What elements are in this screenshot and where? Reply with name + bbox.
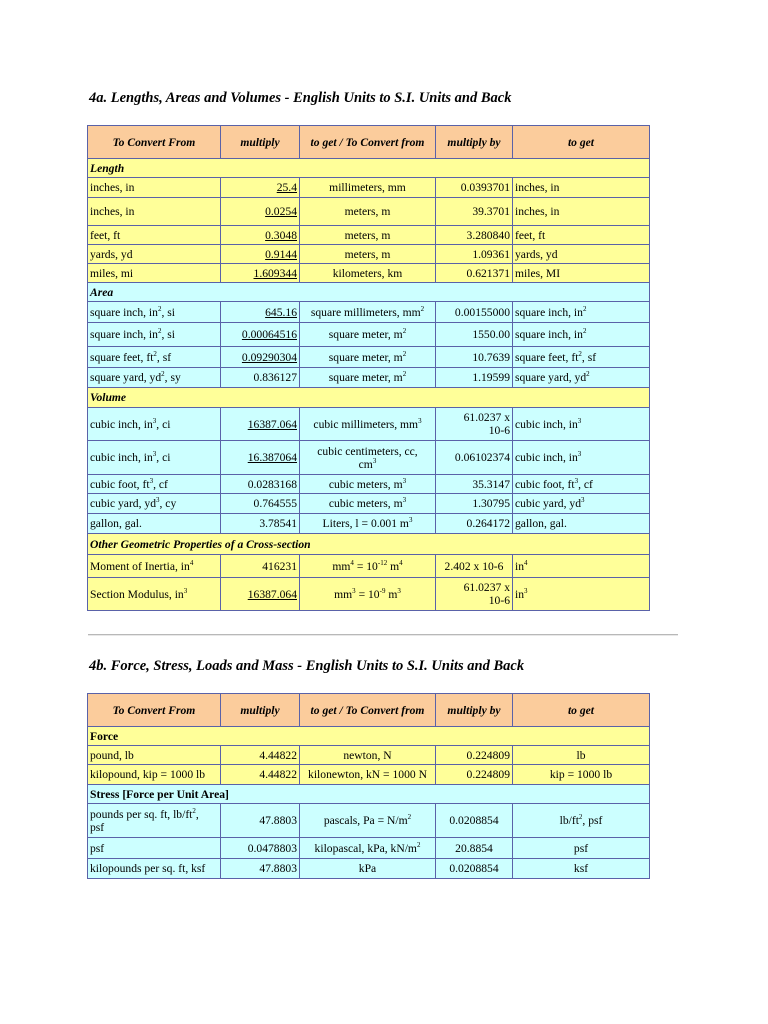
table-row [88, 226, 650, 245]
section-label: Area [88, 283, 650, 302]
cell-multiply: 0.836127 [221, 368, 300, 388]
cell-result: cubic inch, $in^3$ [513, 408, 650, 441]
table-row [88, 178, 650, 198]
cell-to-get: meters, m [300, 198, 436, 226]
cell-multiply-by: 3.280840 [436, 226, 513, 245]
cell-from: square inch, $in^2$, si [88, 302, 221, 323]
cell-to-get: square millimeters, $mm^2$ [300, 302, 436, 323]
col-header: To Convert From [88, 694, 221, 727]
table-row [88, 494, 650, 514]
cell-from: Moment of Inertia, $in^4$ [88, 555, 221, 578]
cell-result: psf [513, 838, 650, 859]
table-row [88, 859, 650, 879]
cell-multiply: 47.8803 [221, 804, 300, 838]
cell-result: square inch, $in^2$ [513, 302, 650, 323]
cell-from: kilopounds per sq. ft, ksf [88, 859, 221, 879]
cell-result: feet, ft [513, 226, 650, 245]
cell-multiply: 0.9144 [221, 245, 300, 264]
conversion-table-b [87, 693, 650, 879]
cell-multiply: 3.78541 [221, 514, 300, 534]
cell-multiply: 0.0283168 [221, 475, 300, 494]
cell-multiply-by: 0.0208854 [436, 804, 513, 838]
section-row-force [88, 727, 650, 746]
cell-multiply-by: 0.06102374 [436, 441, 513, 475]
table-row [88, 746, 650, 765]
cell-multiply: 47.8803 [221, 859, 300, 879]
cell-to-get: Liters, l = 0.001 $m^3$ [300, 514, 436, 534]
cell-to-get: cubic meters, $m^3$ [300, 494, 436, 514]
section-divider [88, 634, 678, 636]
cell-result: cubic foot, $ft^3$, cf [513, 475, 650, 494]
col-header: To Convert From [88, 126, 221, 159]
section-label: Force [88, 727, 650, 746]
cell-result: inches, in [513, 198, 650, 226]
cell-result: inches, in [513, 178, 650, 198]
section-row-area [88, 283, 650, 302]
table-row [88, 245, 650, 264]
cell-multiply-by: 0.0208854 [436, 859, 513, 879]
cell-multiply-by: 1.09361 [436, 245, 513, 264]
cell-from: cubic foot, $ft^3$, cf [88, 475, 221, 494]
cell-result: miles, MI [513, 264, 650, 283]
conversion-table-a [87, 125, 650, 611]
table-row [88, 441, 650, 475]
col-header: to get / To Convert from [300, 126, 436, 159]
cell-result: yards, yd [513, 245, 650, 264]
section-label: Stress [Force per Unit Area] [88, 785, 650, 804]
col-header: multiply [221, 694, 300, 727]
cell-result: $in^3$ [513, 578, 650, 611]
cell-to-get: pascals, $Pa = N/m^2$ [300, 804, 436, 838]
cell-multiply-by: 2.402 x 10-6 [436, 555, 513, 578]
section-label: Length [88, 159, 650, 178]
cell-result: lb [513, 746, 650, 765]
cell-from: cubic inch, $in^3$, ci [88, 408, 221, 441]
cell-multiply-by: 0.224809 [436, 765, 513, 785]
section-label: Other Geometric Properties of a Cross-section [88, 534, 650, 555]
cell-from: square feet, $ft^2$, sf [88, 347, 221, 368]
cell-to-get: kilonewton, kN = 1000 N [300, 765, 436, 785]
cell-to-get: $mm^3 = 10^{-9}$ $m^3$ [300, 578, 436, 611]
col-header: multiply by [436, 694, 513, 727]
cell-from: cubic inch, $in^3$, ci [88, 441, 221, 475]
cell-result: square yard, $yd^2$ [513, 368, 650, 388]
table-row [88, 555, 650, 578]
cell-multiply: 16.387064 [221, 441, 300, 475]
cell-from: kilopound, kip = 1000 lb [88, 765, 221, 785]
table-row [88, 475, 650, 494]
cell-multiply: 0.0478803 [221, 838, 300, 859]
cell-to-get: kilometers, km [300, 264, 436, 283]
cell-multiply-by: 10.7639 [436, 347, 513, 368]
section-row-stress [88, 785, 650, 804]
cell-from: cubic yard, $yd^3$, cy [88, 494, 221, 514]
table-row [88, 368, 650, 388]
table-row [88, 302, 650, 323]
cell-multiply-by: 1.19599 [436, 368, 513, 388]
cell-to-get: cubic meters, $m^3$ [300, 475, 436, 494]
cell-multiply-by: 1550.00 [436, 323, 513, 347]
table-row [88, 838, 650, 859]
cell-multiply: 25.4 [221, 178, 300, 198]
table-b-header [88, 694, 650, 727]
table-row [88, 514, 650, 534]
cell-from: square yard, $yd^2$, sy [88, 368, 221, 388]
cell-result: square inch, $in^2$ [513, 323, 650, 347]
cell-from: feet, ft [88, 226, 221, 245]
cell-multiply-by: 0.00155000 [436, 302, 513, 323]
cell-multiply-by: 20.8854 [436, 838, 513, 859]
table-row [88, 765, 650, 785]
cell-multiply: 16387.064 [221, 578, 300, 611]
cell-result: $lb/ft^2$, psf [513, 804, 650, 838]
cell-to-get: cubic centimeters, cc, $cm^3$ [300, 441, 436, 475]
cell-multiply-by: 0.0393701 [436, 178, 513, 198]
cell-multiply: 0.09290304 [221, 347, 300, 368]
cell-multiply: 16387.064 [221, 408, 300, 441]
cell-from: inches, in [88, 198, 221, 226]
cell-to-get: meters, m [300, 245, 436, 264]
cell-multiply: 0.00064516 [221, 323, 300, 347]
cell-to-get: newton, N [300, 746, 436, 765]
table-row [88, 323, 650, 347]
section-row-other [88, 534, 650, 555]
cell-multiply-by: 61.0237 x 10-6 [436, 408, 513, 441]
cell-multiply: 0.3048 [221, 226, 300, 245]
col-header: to get [513, 126, 650, 159]
table-row [88, 198, 650, 226]
cell-multiply: 645.16 [221, 302, 300, 323]
cell-multiply-by: 0.621371 [436, 264, 513, 283]
cell-multiply-by: 0.224809 [436, 746, 513, 765]
cell-to-get: $mm^4 = 10^{-12}$ $m^4$ [300, 555, 436, 578]
cell-multiply-by: 39.3701 [436, 198, 513, 226]
cell-from: miles, mi [88, 264, 221, 283]
cell-to-get: square meter, $m^2$ [300, 347, 436, 368]
cell-result: $in^4$ [513, 555, 650, 578]
cell-from: gallon, gal. [88, 514, 221, 534]
cell-from: Section Modulus, $in^3$ [88, 578, 221, 611]
cell-from: pound, lb [88, 746, 221, 765]
table-row [88, 264, 650, 283]
cell-to-get: cubic millimeters, $mm^3$ [300, 408, 436, 441]
section-row-volume [88, 388, 650, 408]
cell-multiply-by: 61.0237 x 10-6 [436, 578, 513, 611]
col-header: multiply [221, 126, 300, 159]
table-row [88, 804, 650, 838]
cell-result: kip = 1000 lb [513, 765, 650, 785]
cell-multiply: 0.764555 [221, 494, 300, 514]
section-a-title: 4a. Lengths, Areas and Volumes - English Units to S.I. Units and Back [89, 90, 512, 106]
cell-result: cubic inch, $in^3$ [513, 441, 650, 475]
col-header: to get / To Convert from [300, 694, 436, 727]
cell-multiply-by: 1.30795 [436, 494, 513, 514]
table-row [88, 347, 650, 368]
cell-multiply-by: 35.3147 [436, 475, 513, 494]
table-row [88, 578, 650, 611]
cell-to-get: kPa [300, 859, 436, 879]
col-header: multiply by [436, 126, 513, 159]
cell-to-get: meters, m [300, 226, 436, 245]
cell-from: inches, in [88, 178, 221, 198]
cell-to-get: millimeters, mm [300, 178, 436, 198]
cell-to-get: square meter, $m^2$ [300, 323, 436, 347]
cell-to-get: kilopascal, kPa, $kN/m^2$ [300, 838, 436, 859]
cell-from: pounds per sq. ft, $lb/ft^2$, psf [88, 804, 221, 838]
table-a-header [88, 126, 650, 159]
cell-result: gallon, gal. [513, 514, 650, 534]
section-b-title: 4b. Force, Stress, Loads and Mass - English Units to S.I. Units and Back [89, 658, 525, 674]
section-row-length [88, 159, 650, 178]
cell-multiply: 1.609344 [221, 264, 300, 283]
col-header: to get [513, 694, 650, 727]
cell-multiply: 416231 [221, 555, 300, 578]
cell-result: cubic yard, $yd^3$ [513, 494, 650, 514]
cell-result: square feet, $ft^2$, sf [513, 347, 650, 368]
cell-multiply-by: 0.264172 [436, 514, 513, 534]
cell-multiply: 4.44822 [221, 765, 300, 785]
cell-from: psf [88, 838, 221, 859]
cell-from: square inch, $in^2$, si [88, 323, 221, 347]
cell-multiply: 4.44822 [221, 746, 300, 765]
cell-to-get: square meter, $m^2$ [300, 368, 436, 388]
section-label: Volume [88, 388, 650, 408]
cell-from: yards, yd [88, 245, 221, 264]
table-row [88, 408, 650, 441]
cell-result: ksf [513, 859, 650, 879]
cell-multiply: 0.0254 [221, 198, 300, 226]
